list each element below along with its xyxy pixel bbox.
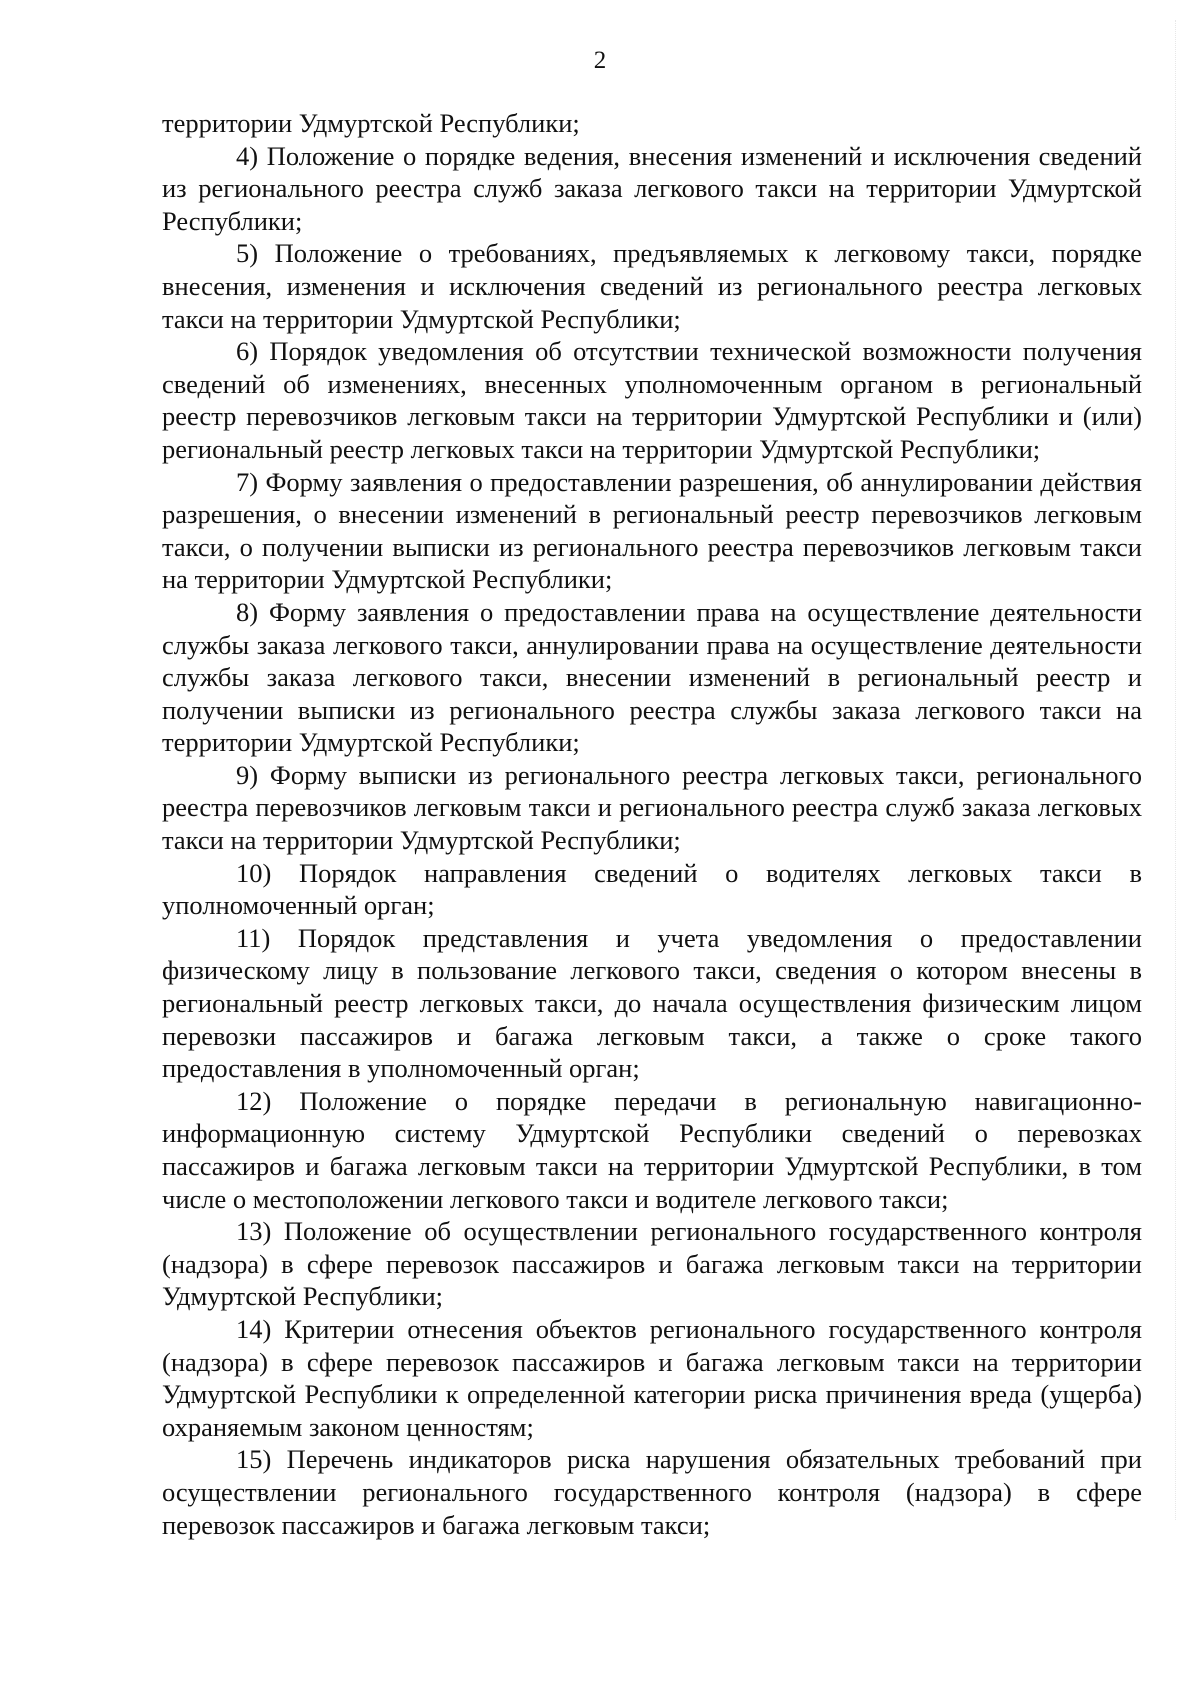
document-body [162, 107, 1142, 1541]
paragraph-continuation: территории Удмуртской Республики; [162, 108, 580, 138]
paragraph-item-10: 10) Порядок направления сведений о водителях легковых такси в уполномоченный орган; [162, 857, 1142, 921]
paragraph-item-9: 9) Форму выписки из регионального реестра легковых такси, регионального реестра перевозчиков легковым такси и регионального реестра служб заказа легковых такси на территории Удмуртской Республики; [162, 759, 1142, 856]
paragraph-item-6: 6) Порядок уведомления об отсутствии технической возможности получения сведений об изменениях, внесенных уполномоченным органом в региональный реестр перевозчиков легковым такси на территории Удмуртской Республики и (или) региональный реестр легковых такси на территории Удмуртской Республики; [162, 336, 1142, 464]
paragraph-item-7: 7) Форму заявления о предоставлении разрешения, об аннулировании действия разрешения, о внесении изменений в региональный реестр перевозчиков легковым такси, о получении выписки из регионального реестра перевозчиков легковым такси на территории Удмуртской Республики; [162, 466, 1142, 595]
paragraph-item-5: 5) Положение о требованиях, предъявляемых к легковому такси, порядке внесения, изменения и исключения сведений из регионального реестра легковых такси на территории Удмуртской Республики; [162, 238, 1142, 334]
paragraph-item-8: 8) Форму заявления о предоставлении права на осуществление деятельности службы заказа легкового такси, аннулировании права на осуществление деятельности службы заказа легкового такси, внесении изменений в региональный реестр и получении выписки из регионального реестра службы заказа легкового такси на территории Удмуртской Республики; [162, 596, 1142, 758]
page-number: 2 [593, 47, 607, 74]
paragraph-item-14: 14) Критерии отнесения объектов регионального государственного контроля (надзора) в сфере перевозок пассажиров и багажа легковым такси на территории Удмуртской Республики к определенной категории риска причинения вреда (ущерба) охраняемым законом ценностям; [162, 1313, 1142, 1442]
paragraph-item-15: 15) Перечень индикаторов риска нарушения обязательных требований при осуществлении регионального государственного контроля (надзора) в сфере перевозок пассажиров и багажа легковым такси; [162, 1444, 1142, 1540]
paragraph-item-11: 11) Порядок представления и учета уведомления о предоставлении физическому лицу в пользование легкового такси, сведения о котором внесены в региональный реестр легковых такси, до начала осуществления физическим лицом перевозки пассажиров и багажа легковым такси, а также о сроке такого предоставления в уполномоченный орган; [162, 922, 1142, 1084]
paragraph-item-13: 13) Положение об осуществлении регионального государственного контроля (надзора) в сфере перевозок пассажиров и багажа легковым такси на территории Удмуртской Республики; [162, 1216, 1142, 1312]
paragraph-item-4: 4) Положение о порядке ведения, внесения изменений и исключения сведений из регионального реестра служб заказа легкового такси на территории Удмуртской Республики; [162, 140, 1142, 236]
paragraph-item-12: 12) Положение о порядке передачи в региональную навигационно-информационную систему Удмуртской Республики сведений о перевозках пассажиров и багажа легковым такси на территории Удмуртской Республики, в том числе о местоположении легкового такси и водителе легкового такси; [162, 1085, 1142, 1214]
scan-margin-artifact [1175, 20, 1190, 1520]
